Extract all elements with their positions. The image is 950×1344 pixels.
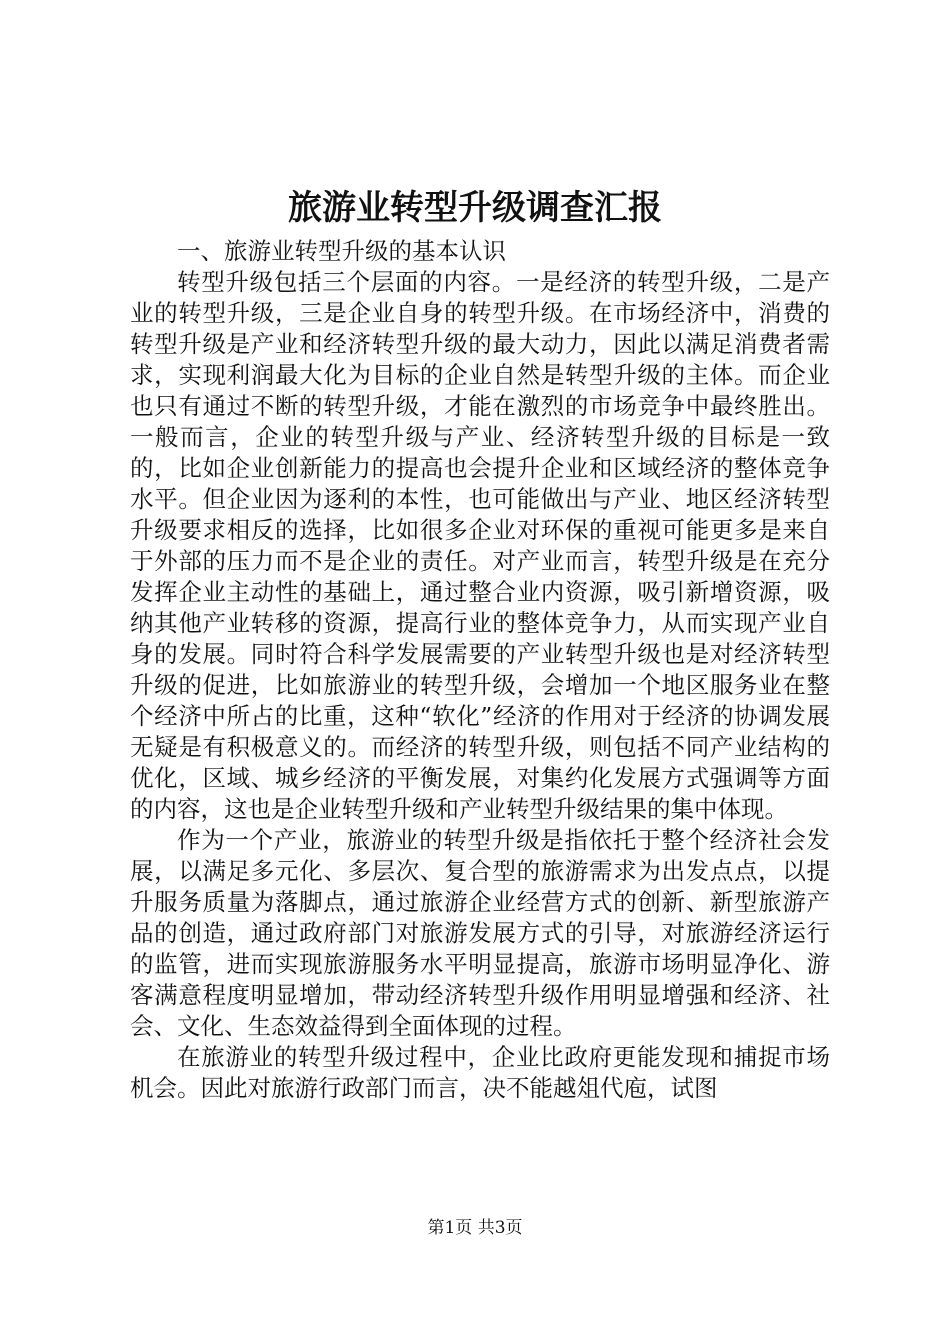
document-title: 旅游业转型升级调查汇报 [288,188,662,228]
section-heading: 一、旅游业转型升级的基本认识 [177,237,506,265]
body-paragraph: 作为一个产业，旅游业的转型升级是指依托于整个经济社会发展，以满足多元化、多层次、复合型的旅游需求为出发点点，以提升服务质量为落脚点，通过旅游企业经营方式的创新、新型旅游产品的创造，通过政府部门对旅游发展方式的引导，对旅游经济运行的监管，进而实现旅游服务水平明显提高，旅游市场明显净化、游客满意程度明显增加，带动经济转型升级作用明显增强和经济、社会、文化、生态效益得到全面体现的过程。 [130,826,830,1040]
body-paragraph: 转型升级包括三个层面的内容。一是经济的转型升级，二是产业的转型升级，三是企业自身的转型升级。在市场经济中，消费的转型升级是产业和经济转型升级的最大动力，因此以满足消费者需求，实现利润最大化为目标的企业自然是转型升级的主体。而企业也只有通过不断的转型升级，才能在激烈的市场竞争中最终胜出。一般而言，企业的转型升级与产业、经济转型升级的目标是一致的，比如企业创新能力的提高也会提升企业和区域经济的整体竞争水平。但企业因为逐利的本性，也可能做出与产业、地区经济转型升级要求相反的选择，比如很多企业对环保的重视可能更多是来自于外部的压力而不是企业的责任。对产业而言，转型升级是在充分发挥企业主动性的基础上，通过整合业内资源，吸引新增资源，吸纳其他产业转移的资源，提高行业的整体竞争力，从而实现产业自身的发展。同时符合科学发展需要的产业转型升级也是对经济转型升级的促进，比如旅游业的转型升级，会增加一个地区服务业在整个经济中所占的比重，这种“软化”经济的作用对于经济的协调发展无疑是有积极意义的。而经济的转型升级，则包括不同产业结构的优化，区域、城乡经济的平衡发展，对集约化发展方式强调等方面的内容，这也是企业转型升级和产业转型升级结果的集中体现。 [130,268,830,823]
body-paragraph: 在旅游业的转型升级过程中，企业比政府更能发现和捕捉市场机会。因此对旅游行政部门而言，决不能越俎代庖，试图 [130,1043,830,1102]
page-number: 第1页 共3页 [427,1218,523,1238]
document-body [130,236,830,1104]
